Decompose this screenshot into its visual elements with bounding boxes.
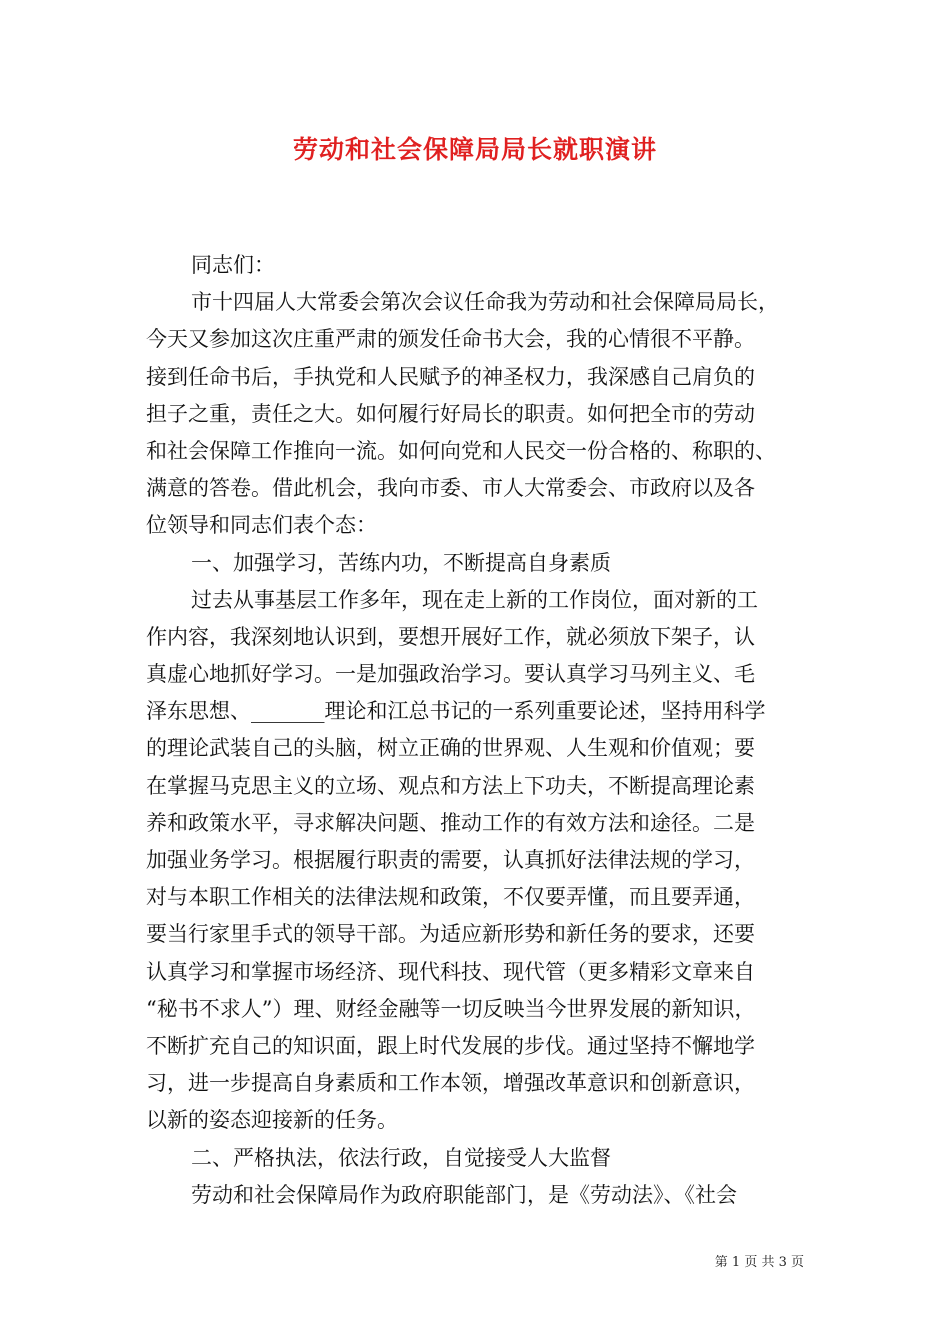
paragraph-line: 和社会保障工作推向一流。如何向党和人民交一份合格的、称职的、 <box>146 438 776 463</box>
paragraph-line: 满意的答卷。借此机会，我向市委、市人大常委会、市政府以及各 <box>146 476 755 501</box>
paragraph-line: 对与本职工作相关的法律法规和政策，不仅要弄懂，而且要弄通， <box>146 885 755 910</box>
paragraph-line: 泽东思想、_______理论和江总书记的一系列重要论述，坚持用科学 <box>146 699 766 724</box>
paragraph-line: 担子之重，责任之大。如何履行好局长的职责。如何把全市的劳动 <box>146 401 755 426</box>
paragraph-line: 过去从事基层工作多年，现在走上新的工作岗位，面对新的工 <box>191 587 758 612</box>
section-heading-1: 一、加强学习，苦练内功，不断提高自身素质 <box>191 550 611 575</box>
paragraph-line: 真虚心地抓好学习。一是加强政治学习。要认真学习马列主义、毛 <box>146 662 755 687</box>
paragraph-line: 习，进一步提高自身素质和工作本领，增强改革意识和创新意识， <box>146 1071 755 1096</box>
paragraph-line: 认真学习和掌握市场经济、现代科技、现代管（更多精彩文章来自 <box>146 959 755 984</box>
paragraph-line: 位领导和同志们表个态： <box>146 513 377 538</box>
paragraph-line: 加强业务学习。根据履行职责的需要，认真抓好法律法规的学习， <box>146 848 755 872</box>
paragraph-line: 劳动和社会保障局作为政府职能部门，是《劳动法》、《社会 <box>191 1182 737 1207</box>
paragraph-line: 市十四届人大常委会第次会议任命我为劳动和社会保障局局长， <box>191 290 779 315</box>
document-title: 劳动和社会保障局局长就职演讲 <box>292 135 657 164</box>
paragraph-line: “秘书不求人”）理、财经金融等一切反映当今世界发展的新知识， <box>146 996 756 1021</box>
paragraph-line: 以新的姿态迎接新的任务。 <box>146 1108 398 1133</box>
paragraph-line: 在掌握马克思主义的立场、观点和方法上下功夫，不断提高理论素 <box>146 773 755 798</box>
paragraph-line: 的理论武装自己的头脑，树立正确的世界观、人生观和价值观；要 <box>146 736 755 761</box>
salutation-line: 同志们： <box>191 253 275 277</box>
paragraph-line: 不断扩充自己的知识面，跟上时代发展的步伐。通过坚持不懈地学 <box>146 1033 755 1058</box>
section-heading-2: 二、严格执法，依法行政，自觉接受人大监督 <box>191 1145 611 1170</box>
page-number: 第 1 页 共 3 页 <box>714 1255 804 1270</box>
paragraph-line: 养和政策水平，寻求解决问题、推动工作的有效方法和途径。二是 <box>146 810 755 835</box>
document-body <box>146 247 822 1214</box>
paragraph-line: 要当行家里手式的领导干部。为适应新形势和新任务的要求，还要 <box>146 922 755 947</box>
paragraph-line: 今天又参加这次庄重严肃的颁发任命书大会，我的心情很不平静。 <box>146 327 755 352</box>
paragraph-line: 作内容，我深刻地认识到，要想开展好工作，就必须放下架子，认 <box>146 624 755 649</box>
paragraph-line: 接到任命书后，手执党和人民赋予的神圣权力，我深感自己肩负的 <box>146 364 755 389</box>
